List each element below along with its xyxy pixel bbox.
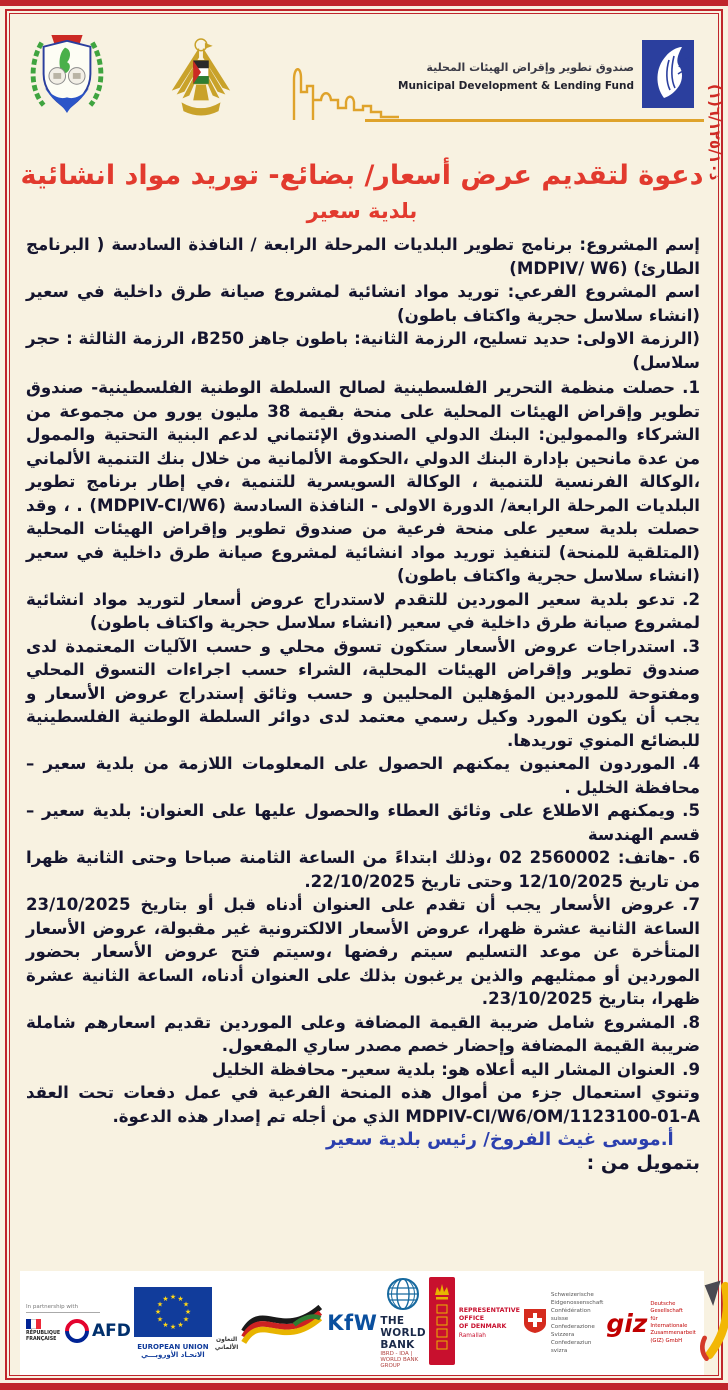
svg-text:★: ★ (182, 1300, 190, 1309)
clause-text: استدراجات عروض الأسعار ستكون تسوق محلي و حسب الآليات المعتمدة لدى صندوق تطوير وإقراض الهيئات المحلية، الشراء حسب اجراءات التسوق المحلي ومفتوحة للموردين المؤهلين المحليين و حسب وثائق إستدراج عروض الأسعار و يجب أن يكون المورد وكيل رسمي معتمد لدى دوائر السلطة الوطنية الفلسطينية للبضائع المنوي توريدها. (26, 636, 700, 750)
world-bank-logo (380, 1277, 426, 1369)
svg-text:★: ★ (154, 1308, 162, 1316)
palestinian-eagle-emblem-icon (164, 32, 238, 126)
giz-line1: Deutsche Gesellschaft (650, 1300, 683, 1315)
vertical-reference-number: ذ٦/١٢٥/١٠(١) (706, 84, 724, 181)
yellow-swoosh-icon (699, 1278, 728, 1368)
kfw-logo (327, 1311, 377, 1335)
eu-name-english: EUROPEAN UNION (137, 1343, 209, 1351)
document-body (20, 233, 704, 1175)
svg-text:★: ★ (156, 1300, 164, 1309)
numbered-clauses (26, 376, 700, 1081)
giz-line2: für Internationale (650, 1315, 688, 1329)
svg-text:★: ★ (156, 1315, 164, 1324)
mayor-signature: أ.موسى غيث الفروخ/ رئيس بلدية سعير (326, 1129, 674, 1150)
clause-number: 6. (682, 848, 700, 867)
city-skyline-drawing-icon (288, 44, 400, 128)
clause-text: ويمكنهم الاطلاع على وثائق العطاء والحصول عليها على العنوان: بلدية سعير – قسم الهندسة (26, 801, 700, 844)
world-bank-wordmark: THE WORLD BANK (380, 1315, 426, 1351)
clause-text: -هاتف: 2560002 02 ،وذلك ابتداءً من الساعة الثامنة صباحا وحتى الثانية ظهرا من تاريخ 12/10/2025 وحتى تاريخ 22/10/2025. (26, 848, 700, 891)
afd-partnership-text: In partnership with (26, 1304, 100, 1313)
clause-number: 9. (682, 1059, 700, 1079)
top-red-band (0, 0, 728, 6)
inner-red-frame (9, 13, 724, 1376)
clause-text: حصلت منظمة التحرير الفلسطينية لصالح السلطة الوطنية الفلسطينية- صندوق تطوير وإقراض الهيئات المحلية على منحة بقيمة 38 مليون يورو من مجموعة من الشركاء والممولين: البنك الدولي الصندوق الإئتماني لدعم البنية التحتية والممول من عدة مانحين بإدارة البنك الدولي ،الحكومة الألمانية من خلال بنك التنمية الألماني ،الوكالة الفرنسية للتنمية ، الوكالة السويسرية للتنمية ،في إطار برنامج تطوير البلديات المرحلة الرابعة/ الدورة الاولى - النافذة السادسة (MDPIV-CI/W6) . ، وقد حصلت بلدية سعير على منحة فرعية من صندوق تطوير وإقراض الهيئات المحلية (المتلقية للمنحة) لتنفيذ توريد مواد انشائية لمشروع صيانة طرق داخلية في سعير (انشاء سلاسل حجرية واكتاف باطون) (26, 378, 700, 585)
svg-text:★: ★ (169, 1293, 177, 1301)
svg-text:★: ★ (169, 1323, 177, 1331)
clause-text: المشروع شامل ضريبة القيمة المضافة وعلى الموردين تقديم اسعارهم شاملة ضريبة القيمة المضافة وإحضار خصم مصدر ساري المفعول. (26, 1012, 700, 1055)
svg-text:★: ★ (177, 1295, 184, 1303)
giz-wordmark: giz (606, 1308, 648, 1338)
denmark-office-logo (429, 1277, 520, 1369)
swiss-cross-icon (523, 1308, 547, 1338)
clause-3 (26, 635, 700, 753)
funded-by-label: بتمويل من : (586, 1151, 700, 1174)
lots-line: (الرزمة الاولى: حديد تسليح، الرزمة الثانية: باطون جاهز B250، الرزمة الثالثة : حجر سلاسل) (26, 329, 700, 372)
clause-number: 1. (682, 378, 700, 397)
clause-number: 8. (682, 1012, 700, 1032)
swiss-line4: Confederaziun svizra (550, 1340, 592, 1355)
afd-ring-icon (60, 1314, 94, 1348)
svg-text:★: ★ (162, 1295, 169, 1303)
eu-flag-icon (134, 1287, 212, 1341)
german-cooperation-logo (215, 1294, 324, 1352)
gold-divider-line (365, 119, 704, 122)
clause-text: تدعو بلدية سعير الموردين للتقدم لاستدراج عروض أسعار لتوريد مواد انشائية لمشروع صيانة طرق داخلية في سعير (انشاء سلاسل حجرية واكتاف باطون) (26, 589, 700, 632)
swiss-line1: Schweizerische Eidgenossenschaft (550, 1291, 604, 1306)
project-name-line: إسم المشروع: برنامج تطوير البلديات المرحلة الرابعة / النافذة السادسة ( البرنامج الطارئ) (MDPIV/ W6) (26, 235, 700, 278)
clause-number: 5. (682, 801, 700, 820)
outer-red-frame (5, 9, 723, 1380)
giz-line3: Zusammenarbeit (GIZ) GmbH (650, 1330, 696, 1344)
document-subtitle: بلدية سعير (306, 199, 418, 223)
clause-1 (26, 376, 700, 588)
contract-payment-note: وتنوي استعمال جزء من أموال هذه المنحة الفرعية في عمل دفعات تحت العقد MDPIV-CI/W6/OM/1123100-01-A الذي من أجله تم إصدار هذه الدعوة. (26, 1083, 700, 1126)
clause-9 (26, 1058, 700, 1082)
german-ribbon-icon (240, 1294, 324, 1352)
mdlf-swoosh-mark (699, 1278, 728, 1368)
eu-name-arabic: الاتحـاد الأوروبـــي (141, 1351, 205, 1359)
eu-flag-logo (134, 1287, 212, 1359)
world-bank-globe-icon (386, 1277, 420, 1315)
clause-4 (26, 752, 700, 799)
svg-text:★: ★ (184, 1308, 192, 1316)
clause-number: 4. (682, 754, 700, 773)
mdlf-header-block (398, 40, 694, 112)
clause-2 (26, 588, 700, 635)
mdlf-logo-icon (642, 40, 694, 112)
afd-wordmark: AFD (92, 1320, 131, 1341)
document-header (20, 22, 704, 144)
denmark-office-line2: OF DENMARK (458, 1322, 507, 1330)
swiss-line2: Confédération suisse (550, 1307, 591, 1322)
clause-6 (26, 846, 700, 893)
clause-text: الموردون المعنيون يمكنهم الحصول على المعلومات اللازمة من بلدية سعير – محافظة الخليل . (26, 754, 700, 797)
sair-municipality-emblem-icon (28, 28, 106, 124)
kfw-wordmark: KfW (327, 1311, 378, 1335)
clause-number: 3. (682, 636, 700, 656)
german-cooperation-arabic-text: التعاون الألماني (214, 1336, 239, 1352)
afd-logo (26, 1304, 131, 1343)
svg-text:★: ★ (162, 1321, 169, 1329)
clause-number: 7. (682, 895, 700, 914)
clause-number: 2. (682, 589, 700, 609)
clause-text: العنوان المشار اليه أعلاه هو: بلدية سعير- محافظة الخليل (211, 1059, 676, 1079)
clause-8 (26, 1011, 700, 1058)
republique-francaise-text: RÉPUBLIQUE FRANÇAISE (26, 1330, 61, 1342)
denmark-banner-icon (429, 1277, 455, 1369)
bottom-red-band (0, 1383, 728, 1390)
republique-francaise-block (26, 1319, 60, 1343)
funders-logo-strip (20, 1271, 704, 1375)
clause-text: عروض الأسعار يجب أن تقدم على العنوان أدناه قبل أو بتاريخ 23/10/2025 الساعة الثانية عشرة ظهرا، عروض الأسعار الالكترونية غير مقبولة، عروض الأسعار المتأخرة عن موعد التسليم سيتم رفضها ،وسيتم فتح عروض الأسعار بحضور الموردين أو ممثليهم والذين يرغبون بذلك على العنوان أدناه، الساعة الثانية عشرة ظهرا، بتاريخ 23/10/2025. (26, 895, 700, 1008)
svg-text:★: ★ (182, 1315, 190, 1324)
swiss-confederation-logo (523, 1291, 603, 1356)
clause-7 (26, 893, 700, 1011)
swiss-line3: Confederazione Svizzera (550, 1324, 595, 1339)
french-flag-icon (26, 1319, 41, 1329)
subproject-name-line: اسم المشروع الفرعي: توريد مواد انشائية لمشروع صيانة طرق داخلية في سعير (انشاء سلاسل حجرية واكتاف باطون) (26, 282, 700, 325)
mdlf-name-arabic: صندوق تطوير وإقراض الهيئات المحلية (426, 60, 634, 74)
denmark-office-line1: REPRESENTATIVE OFFICE (458, 1307, 520, 1323)
mdlf-name-english: Municipal Development & Lending Fund (398, 79, 634, 92)
clause-5 (26, 799, 700, 846)
denmark-office-city: Ramallah (458, 1332, 486, 1339)
giz-logo (606, 1301, 696, 1345)
world-bank-subtext: IBRD - IDA | WORLD BANK GROUP (380, 1351, 419, 1369)
svg-text:★: ★ (177, 1321, 184, 1329)
document-title: دعوة لتقديم عرض أسعار/ بضائع- توريد مواد انشائية (20, 160, 704, 191)
